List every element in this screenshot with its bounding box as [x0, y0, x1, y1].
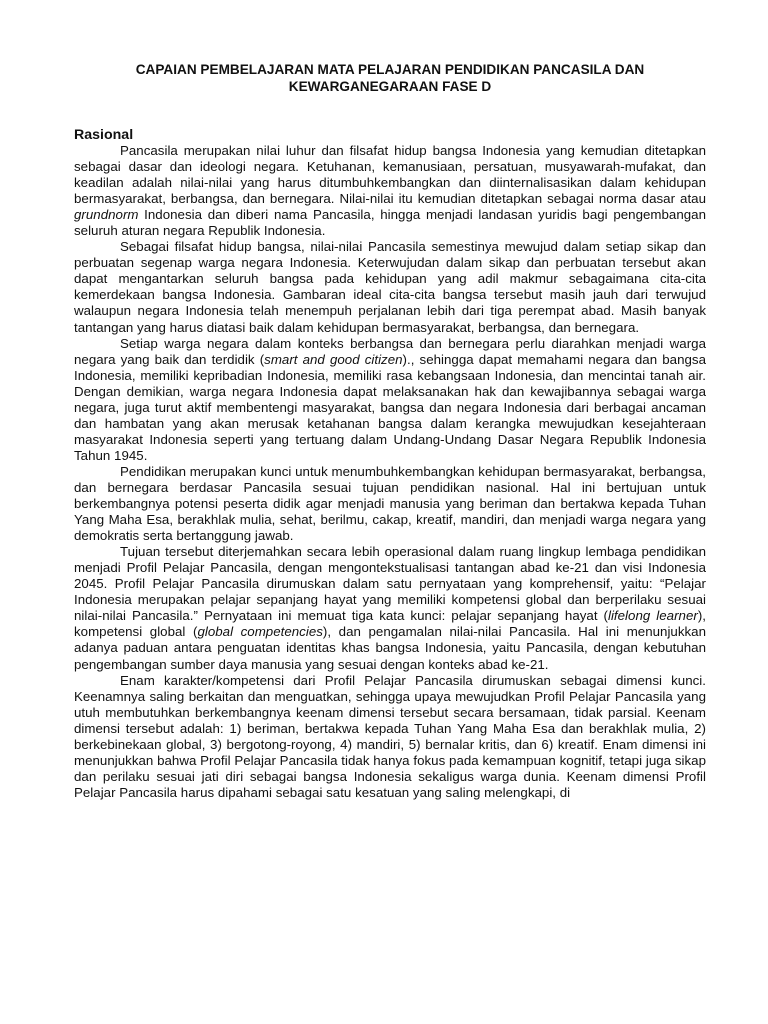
section-heading-rasional: Rasional — [74, 127, 134, 143]
paragraph-text: Sebagai filsafat hidup bangsa, nilai-nilai Pancasila semestinya mewujud dalam setiap sikap dan perbuatan segenap warga negara Indonesia. Keterwujudan dalam sikap dan perbuatan tersebut akan dapat mengantarkan seluruh bangsa pada kehidupan yang adil makmur sebagaimana cita-cita kemerdekaan bangsa Indonesia. Gambaran ideal cita-cita bangsa tersebut masih jauh dari terwujud walaupun negara Indonesia telah menempuh perjalanan lebih dari tiga perempat abad. Masih banyak tantangan yang harus diatasi baik dalam kehidupan bermasyarakat, berbangsa, dan bernegara. — [74, 239, 706, 335]
paragraph — [74, 143, 706, 239]
paragraph — [74, 673, 706, 801]
paragraph-text: Pancasila merupakan nilai luhur dan filsafat hidup bangsa Indonesia yang kemudian ditetapkan sebagai dasar dan ideologi negara. Ketuhanan, kemanusiaan, persatuan, musyawarah-mufakat, dan keadilan adalah nilai-nilai yang harus ditumbuhkembangkan dan diinternalisasikan dalam kehidupan bermasyarakat, berbangsa, dan bernegara. Nilai-nilai itu kemudian ditetapkan sebagai norma dasar atau — [74, 143, 706, 207]
paragraph — [74, 336, 706, 464]
paragraph — [74, 544, 706, 672]
paragraph-text: Pendidikan merupakan kunci untuk menumbuhkembangkan kehidupan bermasyarakat, berbangsa, dan bernegara berdasar Pancasila sesuai tujuan pendidikan nasional. Hal ini bertujuan untuk berkembangnya potensi peserta didik agar menjadi manusia yang beriman dan bertakwa kepada Tuhan Yang Maha Esa, berakhlak mulia, sehat, berilmu, cakap, kreatif, mandiri, dan menjadi warga negara yang demokratis serta bertanggung jawab. — [74, 463, 706, 544]
paragraph-text: Tujuan tersebut diterjemahkan secara lebih operasional dalam ruang lingkup lembaga pendidikan menjadi Profil Pelajar Pancasila, dengan mengontekstualisasi tantangan abad ke-21 dan visi Indonesia 2045. Profil Pelajar Pancasila dirumuskan dalam satu pernyataan yang komprehensif, yaitu: “Pelajar Indonesia merupakan pelajar sepanjang hayat yang memiliki kompetensi global dan berperilaku sesuai nilai-nilai Pancasila.” Pernyataan ini memuat tiga kata kunci: pelajar sepanjang hayat ( — [74, 544, 706, 624]
paragraph — [74, 239, 706, 335]
paragraph-text: ), kompetensi global ( — [74, 608, 706, 640]
paragraph — [74, 464, 706, 544]
body-text — [74, 143, 706, 1013]
italic-term: lifelong learner — [607, 608, 698, 624]
paragraph-text: )., sehingga dapat memahami negara dan bangsa Indonesia, memiliki kepribadian Indonesia, memiliki rasa kebangsaan Indonesia, dan mencintai tanah air. Dengan demikian, warga negara Indonesia dapat melaksanakan hak dan kewajibannya sebagai warga negara, juga turut aktif membentengi masyarakat, bangsa dan negara Indonesia dari berbagai ancaman dan hambatan yang akan merusak ketahanan bangsa dalam kerangka mewujudkan kesejahteraan masyarakat Indonesia seperti yang tertuang dalam Undang-Undang Dasar Negara Republik Indonesia Tahun 1945. — [74, 351, 706, 463]
paragraph-text: Enam karakter/kompetensi dari Profil Pelajar Pancasila dirumuskan sebagai dimensi kunci. Keenamnya saling berkaitan dan menguatkan, sehingga upaya mewujudkan Profil Pelajar Pancasila yang utuh membutuhkan berkembangnya keenam dimensi tersebut secara bersamaan, tidak parsial. Keenam dimensi tersebut adalah: 1) beriman, bertakwa kepada Tuhan Yang Maha Esa dan berakhlak mulia, 2) berkebinekaan global, 3) bergotong-royong, 4) mandiri, 5) bernalar kritis, dan 6) kreatif. Enam dimensi ini menunjukkan bahwa Profil Pelajar Pancasila tidak hanya fokus pada kemampuan kognitif, tetapi juga sikap dan perilaku sesuai jati diri sebagai bangsa Indonesia sekaligus warga dunia. Keenam dimensi Profil Pelajar Pancasila harus dipahami sebagai satu kesatuan yang saling melengkapi, di — [74, 672, 706, 800]
document-title-line-1: CAPAIAN PEMBELAJARAN MATA PELAJARAN PENDIDIKAN PANCASILA DAN — [135, 62, 645, 77]
document-title-line-2: KEWARGANEGARAAN FASE D — [288, 79, 492, 94]
italic-term: smart and good citizen — [264, 351, 403, 367]
italic-term: global competencies — [197, 624, 323, 640]
paragraph-text: ), dan pengamalan nilai-nilai Pancasila. Hal ini menunjukkan adanya paduan antara penguatan identitas khas bangsa Indonesia, yaitu Pancasila, dengan kebutuhan pengembangan sumber daya manusia yang sesuai dengan konteks abad ke-21. — [74, 624, 706, 672]
document-title — [74, 61, 706, 95]
paragraph-text: Setiap warga negara dalam konteks berbangsa dan bernegara perlu diarahkan menjadi warga negara yang baik dan terdidik ( — [74, 335, 706, 367]
paragraph-text: Indonesia dan diberi nama Pancasila, hingga menjadi landasan yuridis bagi pengembangan seluruh aturan negara Republik Indonesia. — [74, 207, 706, 239]
italic-term: grundnorm — [74, 207, 139, 223]
